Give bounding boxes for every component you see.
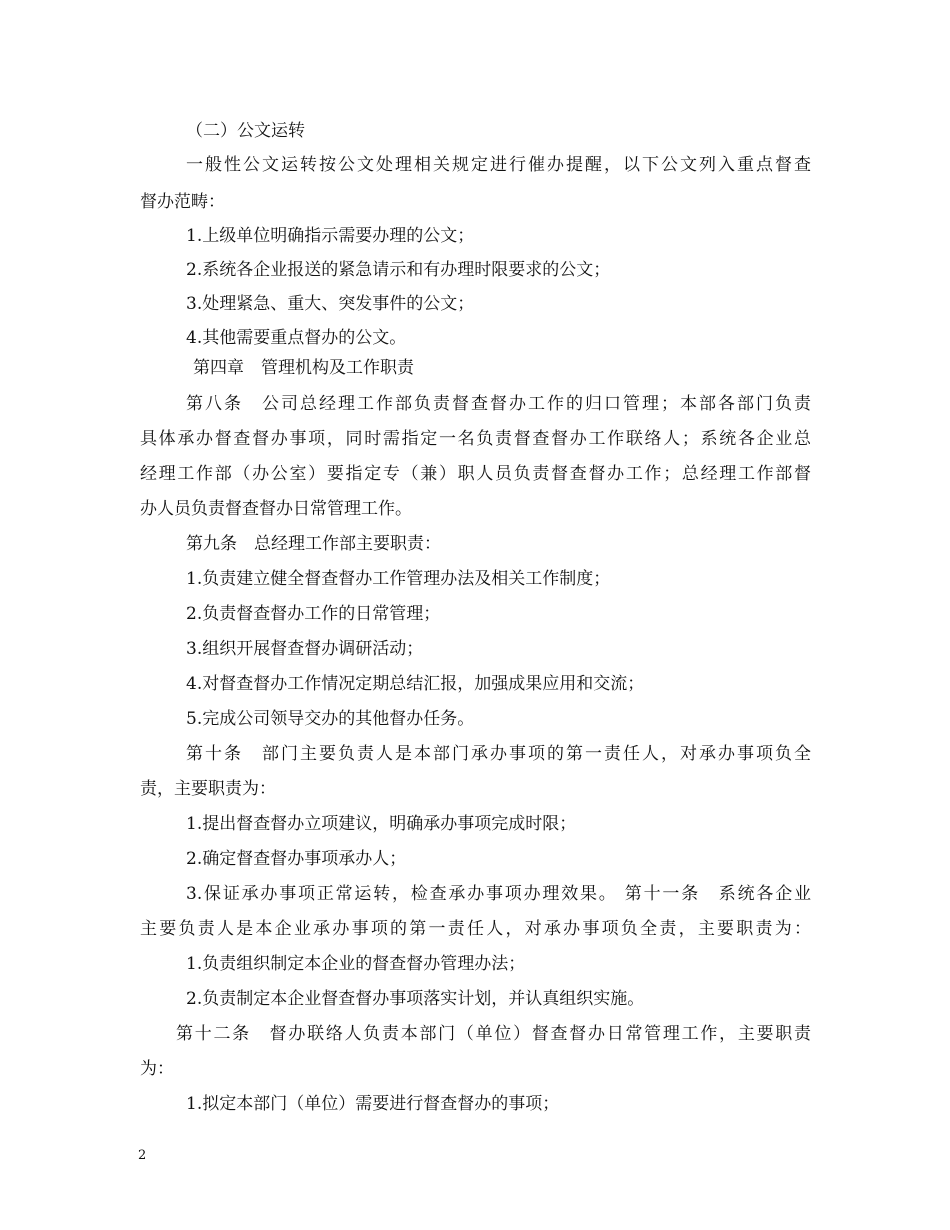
chapter-heading: 第四章 管理机构及工作职责	[193, 358, 414, 378]
article-line: 主要负责人是本企业承办事项的第一责任人，对承办事项负全责，主要职责为：	[140, 919, 811, 939]
list-item: 3.组织开展督查督办调研活动；	[186, 639, 424, 659]
list-item: 2.负责督查督办工作的日常管理；	[186, 604, 441, 624]
list-item: 3.处理紧急、重大、突发事件的公文；	[186, 294, 475, 314]
article-line: 第八条 公司总经理工作部负责督查督办工作的归口管理；本部各部门负责	[186, 394, 811, 414]
list-item: 2.负责制定本企业督查督办事项落实计划，并认真组织实施。	[186, 989, 645, 1009]
page-number: 2	[138, 1148, 147, 1163]
article-line: 责，主要职责为：	[140, 779, 276, 799]
paragraph-line: 督办范畴：	[140, 192, 225, 212]
list-item: 4.对督查督办工作情况定期总结汇报，加强成果应用和交流；	[186, 674, 645, 694]
article-line: 第十二条 督办联络人负责本部门（单位）督查督办日常管理工作，主要职责	[176, 1024, 811, 1044]
article-line: 第十条 部门主要负责人是本部门承办事项的第一责任人，对承办事项负全	[186, 744, 811, 764]
list-item: 1.提出督查督办立项建议，明确承办事项完成时限；	[186, 814, 577, 834]
article-line: 经理工作部（办公室）要指定专（兼）职人员负责督查督办工作；总经理工作部督	[140, 464, 811, 484]
list-item: 1.负责建立健全督查督办工作管理办法及相关工作制度；	[186, 569, 611, 589]
list-item: 3.保证承办事项正常运转，检查承办事项办理效果。 第十一条 系统各企业	[186, 884, 811, 904]
article-line: 办人员负责督查督办日常管理工作。	[140, 499, 412, 519]
section-heading-document-circulation: （二）公文运转	[186, 121, 305, 141]
list-item: 1.负责组织制定本企业的督查督办管理办法；	[186, 954, 526, 974]
list-item: 5.完成公司领导交办的其他督办任务。	[186, 709, 475, 729]
list-item: 1.拟定本部门（单位）需要进行督查督办的事项；	[186, 1094, 560, 1114]
paragraph-line: 一般性公文运转按公文处理相关规定进行催办提醒，以下公文列入重点督查	[186, 155, 811, 175]
list-item: 2.确定督查督办事项承办人；	[186, 849, 407, 869]
list-item: 4.其他需要重点督办的公文。	[186, 328, 407, 348]
list-item: 1.上级单位明确指示需要办理的公文；	[186, 226, 475, 246]
list-item: 2.系统各企业报送的紧急请示和有办理时限要求的公文；	[186, 260, 611, 280]
article-line: 具体承办督查督办事项，同时需指定一名负责督查督办工作联络人；系统各企业总	[140, 429, 811, 449]
article-line: 为：	[140, 1059, 174, 1079]
article-heading: 第九条 总经理工作部主要职责：	[186, 534, 441, 554]
